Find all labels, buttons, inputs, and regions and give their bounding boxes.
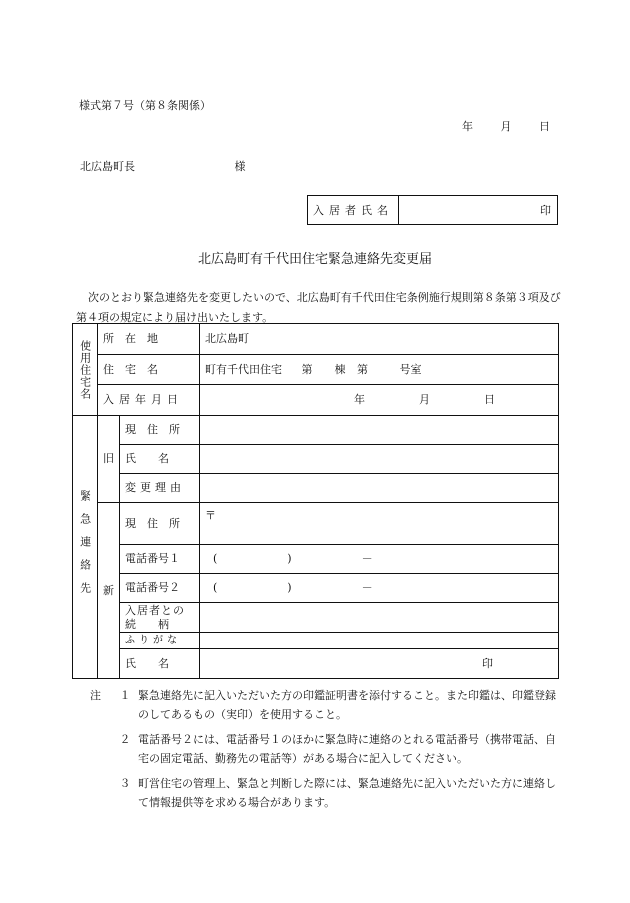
resident-name-box — [307, 195, 558, 225]
change-reason-field[interactable] — [200, 474, 559, 503]
note-item — [90, 774, 560, 812]
old-address-field[interactable] — [200, 416, 559, 445]
note-text: 町営住宅の管理上、緊急と判断した際には、緊急連絡先に記入いただいた方に連絡して情報提供等を求める場合があります。 — [138, 777, 556, 809]
addressee-name: 北広島町長 — [80, 160, 135, 173]
movein-date-field[interactable] — [200, 385, 559, 416]
note-number: １ — [119, 689, 131, 702]
emergency-section-label: 緊急連絡先 — [73, 416, 98, 679]
new-contact-label: 新 — [98, 503, 120, 679]
change-reason-label: 変更理由 — [120, 474, 200, 503]
form-number: 様式第７号（第８条関係） — [79, 99, 211, 112]
date-month-label: 月 — [500, 120, 512, 133]
movein-date-label: 入居年月日 — [98, 385, 200, 416]
postal-mark: 〒 — [205, 509, 216, 522]
document-title: 北広島町有千代田住宅緊急連絡先変更届 — [197, 252, 432, 267]
note-text: 緊急連絡先に記入いただいた方の印鑑証明書を添付すること。また印鑑は、印鑑登録のしてあるもの（実印）を使用すること。 — [138, 689, 556, 721]
date-year-label: 年 — [462, 120, 473, 133]
new-name-field[interactable] — [200, 649, 559, 679]
movein-day-label: 日 — [484, 393, 495, 407]
phone1-label: 電話番号１ — [120, 545, 200, 574]
new-name-label: 氏 名 — [120, 649, 200, 679]
phone1-paren-close: ) — [287, 552, 292, 566]
phone2-paren-close: ) — [287, 581, 292, 595]
note-text: 電話番号２には、電話番号１のほかに緊急時に連絡のとれる電話番号（携帯電話、自宅の固定電話、勤務先の電話等）がある場合に記入してください。 — [138, 733, 556, 765]
note-item — [90, 730, 560, 768]
notes — [90, 686, 560, 818]
intro-text: 次のとおり緊急連絡先を変更したいので、北広島町有千代田住宅条例施行規則第８条第３項及び第４項の規定により届け出いたします。 — [76, 291, 561, 324]
relation-label: 入居者との 続 柄 — [120, 603, 200, 633]
movein-month-label: 月 — [419, 393, 430, 407]
phone2-paren-open: ( — [213, 581, 218, 595]
unit-suffix-label: 号室 — [399, 362, 422, 376]
old-name-field[interactable] — [200, 445, 559, 474]
phone1-field[interactable] — [200, 545, 559, 574]
house-name-value: 町有千代田住宅 — [205, 362, 282, 376]
date-day-label: 日 — [539, 120, 550, 133]
phone1-paren-open: ( — [213, 552, 218, 566]
note-item — [90, 686, 560, 724]
phone2-field[interactable] — [200, 574, 559, 603]
form-table — [72, 323, 559, 679]
new-address-field[interactable] — [200, 503, 559, 545]
furigana-field[interactable] — [200, 633, 559, 649]
submission-date — [438, 118, 550, 134]
resident-name-field[interactable] — [399, 196, 557, 224]
phone1-dash: － — [361, 552, 373, 566]
new-address-label: 現 住 所 — [120, 503, 200, 545]
note-mark: 注 — [90, 689, 101, 702]
new-name-seal-mark: 印 — [482, 656, 493, 670]
old-contact-label: 旧 — [98, 416, 120, 503]
note-number: ２ — [119, 733, 131, 746]
note-number: ３ — [119, 777, 131, 790]
house-name-label: 住 宅 名 — [98, 355, 200, 385]
house-name-field[interactable] — [200, 355, 559, 385]
furigana-label: ふりがな — [120, 633, 200, 649]
old-address-label: 現 住 所 — [120, 416, 200, 445]
location-value: 北広島町 — [205, 332, 249, 346]
housing-section-label: 使用住宅名 — [73, 324, 98, 416]
building-number-label: 第 棟 — [301, 362, 346, 376]
phone2-dash: － — [361, 581, 373, 595]
location-label: 所 在 地 — [98, 324, 200, 355]
phone2-label: 電話番号２ — [120, 574, 200, 603]
unit-prefix-label: 第 — [357, 362, 368, 376]
relation-field[interactable] — [200, 603, 559, 633]
old-name-label: 氏 名 — [120, 445, 200, 474]
addressee-suffix: 様 — [234, 160, 246, 173]
addressee — [80, 158, 246, 174]
resident-seal-mark: 印 — [540, 204, 551, 217]
resident-name-label: 入居者氏名 — [308, 196, 399, 224]
movein-year-label: 年 — [354, 393, 365, 407]
location-field[interactable] — [200, 324, 559, 355]
